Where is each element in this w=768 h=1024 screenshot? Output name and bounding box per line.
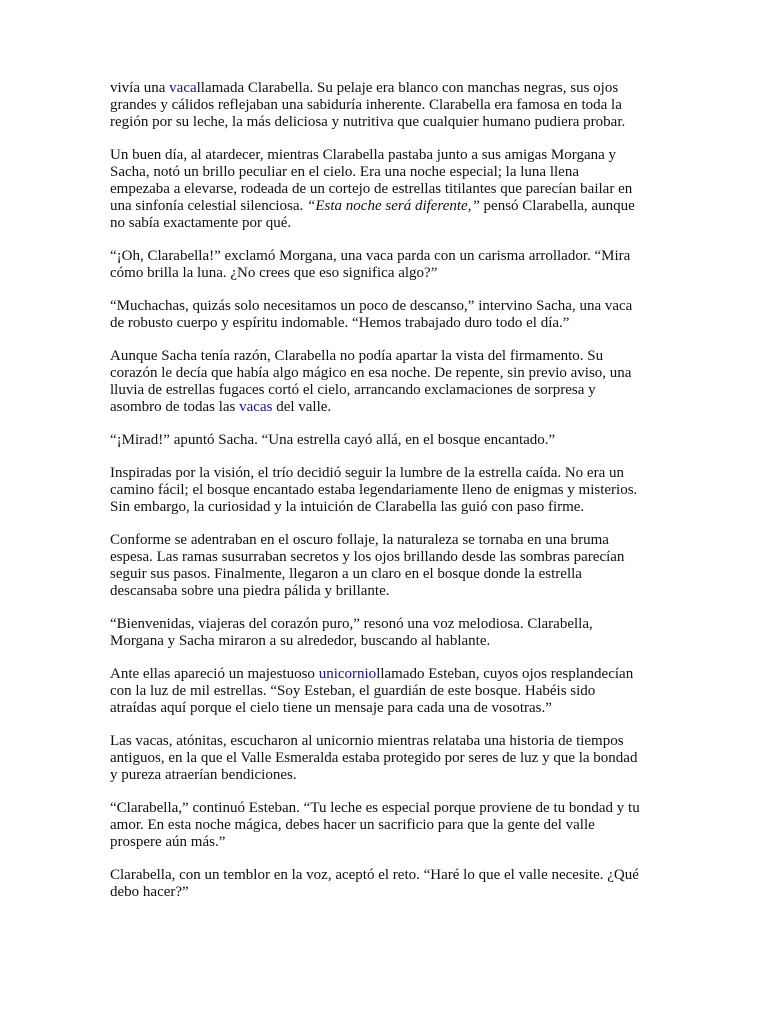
italic-quote: “Esta noche será diferente,” bbox=[307, 198, 480, 214]
paragraph-text: Aunque Sacha tenía razón, Clarabella no podía apartar la vista del firmamento. Su corazón le decía que había algo mágico en esa noche. De repente, sin previo aviso, una lluvia de estrellas fugaces cortó el cielo, arrancando exclamaciones de sorpresa y asombro de todas las bbox=[110, 348, 632, 415]
story-paragraph bbox=[110, 867, 660, 901]
paragraph-text: Ante ellas apareció un majestuoso bbox=[110, 666, 319, 682]
paragraph-text: pensó Clarabella, aunque no sabía exactamente por qué. bbox=[110, 198, 635, 231]
story-paragraph bbox=[110, 465, 660, 516]
story-paragraph bbox=[110, 298, 660, 332]
story-paragraph bbox=[110, 733, 660, 784]
paragraph-text: “¡Mirad!” apuntó Sacha. “Una estrella cayó allá, en el bosque encantado.” bbox=[110, 432, 556, 448]
paragraph-text: Inspiradas por la visión, el trío decidió seguir la lumbre de la estrella caída. No era un camino fácil; el bosque encantado estaba legendariamente lleno de enigmas y misterios. Sin embargo, la curiosidad y la intuición de Clarabella las guió con paso firme. bbox=[110, 465, 638, 515]
story-paragraph bbox=[110, 616, 660, 650]
inline-link[interactable]: unicornio bbox=[318, 666, 377, 682]
paragraph-text: Un buen día, al atardecer, mientras Clarabella pastaba junto a sus amigas Morgana y Sacha, notó un brillo peculiar en el cielo. Era una noche especial; la luna llena empezaba a elevarse, rodeada de un cortejo de estrellas titilantes que parecían bailar en una sinfonía celestial silenciosa. bbox=[110, 147, 633, 214]
story-paragraph bbox=[110, 348, 660, 416]
paragraph-text: llamada Clarabella. Su pelaje era blanco con manchas negras, sus ojos grandes y cálidos reflejaban una sabiduría inherente. Clarabella era famosa en toda la región por su leche, la más deliciosa y nutritiva que cualquier humano pudiera probar. bbox=[110, 80, 626, 130]
story-paragraph bbox=[110, 248, 660, 282]
paragraph-text: Clarabella, con un temblor en la voz, aceptó el reto. “Haré lo que el valle necesite. ¿Qué debo hacer?” bbox=[110, 867, 639, 900]
paragraph-text: llamado Esteban, cuyos ojos resplandecían con la luz de mil estrellas. “Soy Esteban, el guardián de este bosque. Habéis sido atraídas aquí porque el cielo tiene un mensaje para cada una de vosotras.” bbox=[110, 666, 634, 716]
paragraph-text: “Muchachas, quizás solo necesitamos un poco de descanso,” intervino Sacha, una vaca de robusto cuerpo y espíritu indomable. “Hemos trabajado duro todo el día.” bbox=[110, 298, 633, 331]
paragraph-text: “Bienvenidas, viajeras del corazón puro,” resonó una voz melodiosa. Clarabella, Morgana y Sacha miraron a su alrededor, buscando al hablante. bbox=[110, 616, 593, 649]
inline-link[interactable]: vaca bbox=[169, 80, 197, 96]
paragraph-text: del valle. bbox=[272, 399, 332, 415]
paragraph-text: “Clarabella,” continuó Esteban. “Tu leche es especial porque proviene de tu bondad y tu amor. En esta noche mágica, debes hacer un sacrificio para que la gente del valle prospere aún más.” bbox=[110, 800, 640, 850]
story-paragraph bbox=[110, 800, 660, 851]
story-paragraph bbox=[110, 432, 660, 449]
paragraph-text: Las vacas, atónitas, escucharon al unicornio mientras relataba una historia de tiempos antiguos, en la que el Valle Esmeralda estaba protegido por seres de luz y que la bondad y pureza atraerían bendiciones. bbox=[110, 733, 638, 783]
story-body bbox=[110, 80, 660, 901]
paragraph-text: “¡Oh, Clarabella!” exclamó Morgana, una vaca parda con un carisma arrollador. “Mira cómo brilla la luna. ¿No crees que eso significa algo?” bbox=[110, 248, 631, 281]
story-paragraph bbox=[110, 80, 660, 131]
paragraph-text: Conforme se adentraban en el oscuro follaje, la naturaleza se tornaba en una bruma espesa. Las ramas susurraban secretos y los ojos brillando desde las sombras parecían seguir sus pasos. Finalmente, llegaron a un claro en el bosque donde la estrella descansaba sobre una piedra pálida y brillante. bbox=[110, 532, 625, 599]
document-page bbox=[110, 80, 660, 917]
story-paragraph bbox=[110, 147, 660, 232]
story-paragraph bbox=[110, 666, 660, 717]
paragraph-text: vivía una bbox=[110, 80, 170, 96]
story-paragraph bbox=[110, 532, 660, 600]
inline-link[interactable]: vacas bbox=[239, 399, 273, 415]
